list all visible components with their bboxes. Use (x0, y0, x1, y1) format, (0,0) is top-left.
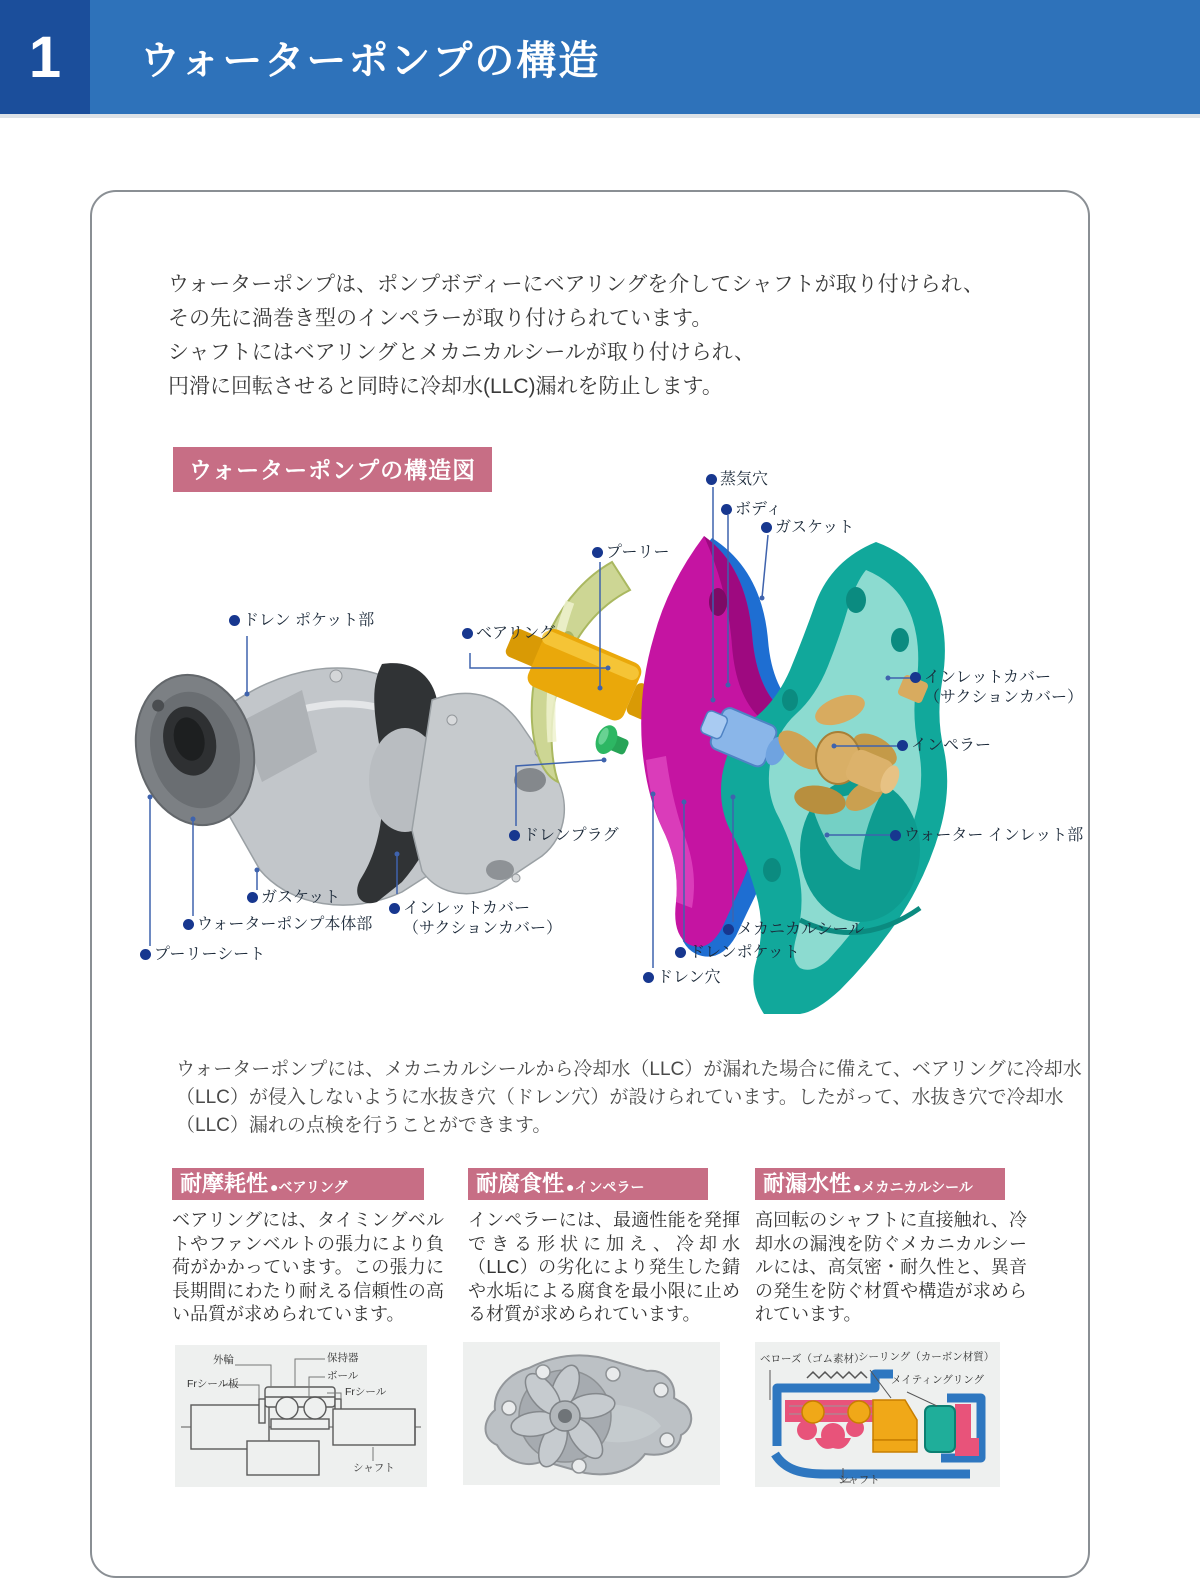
diagram-label-gasket-bottom: ガスケット (247, 888, 340, 908)
section-header: 耐摩耗性 ●ベアリング (172, 1168, 424, 1200)
bullet-icon (509, 830, 520, 841)
bullet-icon (183, 919, 194, 930)
bullet-icon (706, 474, 717, 485)
bullet-icon (229, 615, 240, 626)
section-body: ベアリングには、タイミングベルトやファンベルトの張力により負荷がかかっています。この張力に長期間にわたり耐える信頼性の高い品質が求められています。 (172, 1210, 444, 1324)
diagram-label-mechanical-seal: メカニカルシール (723, 920, 864, 940)
pump-photo-illustration (120, 662, 564, 905)
intro-line: その先に渦巻き型のインペラーが取り付けられています。 (168, 307, 713, 330)
section-header: 耐腐食性 ●インペラー (468, 1168, 708, 1200)
section-wear-resistance (172, 1168, 444, 1327)
section-header: 耐漏水性 ●メカニカルシール (755, 1168, 1005, 1200)
bullet-icon (389, 903, 400, 914)
diagram-label-pulley: プーリー (592, 543, 670, 563)
bullet-icon (897, 740, 908, 751)
mechanical-seal-diagram (755, 1342, 1000, 1487)
intro-line: ウォーターポンプは、ポンプボディーにベアリングを介してシャフトが取り付けられ、 (168, 273, 985, 296)
diagram-label-pulley-seat: プーリーシート (140, 945, 265, 965)
seal-label-shaft: シャフト (838, 1474, 880, 1486)
section-leak-resistance (755, 1168, 1027, 1327)
bullet-icon (247, 892, 258, 903)
intro-line: 円滑に回転させると同時に冷却水(LLC)漏れを防止します。 (168, 375, 723, 398)
note-paragraph (176, 1056, 1082, 1140)
section-corrosion-resistance (468, 1168, 740, 1327)
intro-line: シャフトにはベアリングとメカニカルシールが取り付けられ、 (168, 341, 756, 364)
bearing-label-shaft: シャフト (353, 1462, 395, 1474)
bearing-label-fr-seal-plate: Frシール板 (187, 1378, 239, 1390)
section-body: インペラーには、最適性能を発揮できる形状に加え、冷却水（LLC）の劣化により発生した錆や水垢による腐食を最小限に止める材質が求められています。 (468, 1210, 740, 1324)
section-number: 1 (0, 0, 90, 114)
diagram-label-inlet-cover-left: インレットカバー （サクションカバー） (389, 899, 562, 939)
bullet-icon (761, 522, 772, 533)
diagram-label-steam-hole: 蒸気穴 (706, 470, 768, 490)
diagram-label-impeller: インペラー (897, 736, 991, 756)
note-line: （LLC）漏れの点検を行うことができます。 (176, 1115, 552, 1136)
diagram-label-bearing: ベアリング (462, 624, 555, 644)
diagram-label-gasket-top: ガスケット (761, 518, 854, 538)
diagram-label-body: ボディ (721, 500, 782, 520)
impeller-photo (463, 1342, 720, 1485)
intro-paragraph (168, 268, 984, 404)
bullet-icon (140, 949, 151, 960)
bearing-label-fr-seal: Frシール (345, 1386, 387, 1398)
bearing-label-cage: 保持器 (327, 1352, 359, 1364)
diagram-caption: ウォーターポンプの構造図 (173, 447, 492, 492)
bullet-icon (890, 830, 901, 841)
bullet-icon (643, 972, 654, 983)
bullet-icon (592, 547, 603, 558)
bearing-label-outer-ring: 外輪 (213, 1354, 234, 1366)
diagram-label-pump-main-body: ウォーターポンプ本体部 (183, 915, 372, 935)
seal-label-seal-ring: シーリング（カーボン材質） (858, 1351, 995, 1363)
bullet-icon (723, 924, 734, 935)
diagram-label-drain-pocket-part: ドレン ポケット部 (229, 611, 374, 631)
bullet-icon (910, 672, 921, 683)
diagram-label-water-inlet: ウォーター インレット部 (890, 826, 1083, 846)
diagram-label-drain-hole: ドレン穴 (643, 968, 721, 988)
page-title: ウォーターポンプの構造 (140, 38, 601, 83)
bullet-icon (721, 504, 732, 515)
diagram-label-inlet-cover-right: インレットカバー （サクションカバー） (910, 668, 1083, 708)
diagram-label-drain-pocket: ドレンポケット (675, 943, 800, 963)
bullet-icon (462, 628, 473, 639)
section-body: 高回転のシャフトに直接触れ、冷却水の漏洩を防ぐメカニカルシールには、高気密・耐久性と、異音の発生を防ぐ材質や構造が求められています。 (755, 1210, 1027, 1324)
note-line: ウォーターポンプには、メカニカルシールから冷却水（LLC）が漏れた場合に備えて、ベアリングに冷却水 (176, 1059, 1082, 1080)
diagram-label-drain-plug: ドレンプラグ (509, 826, 619, 846)
header-shadow (0, 114, 1200, 118)
bullet-icon (675, 947, 686, 958)
seal-label-bellows: ベローズ（ゴム素材） (760, 1353, 865, 1365)
bearing-label-ball: ボール (327, 1370, 359, 1382)
impeller-photo-illustration (463, 1342, 720, 1485)
seal-label-mating-ring: メイティングリング (891, 1374, 985, 1386)
bearing-diagram (175, 1345, 427, 1487)
note-line: （LLC）が侵入しないように水抜き穴（ドレン穴）が設けられています。したがって、水抜き穴で冷却水 (176, 1087, 1064, 1108)
